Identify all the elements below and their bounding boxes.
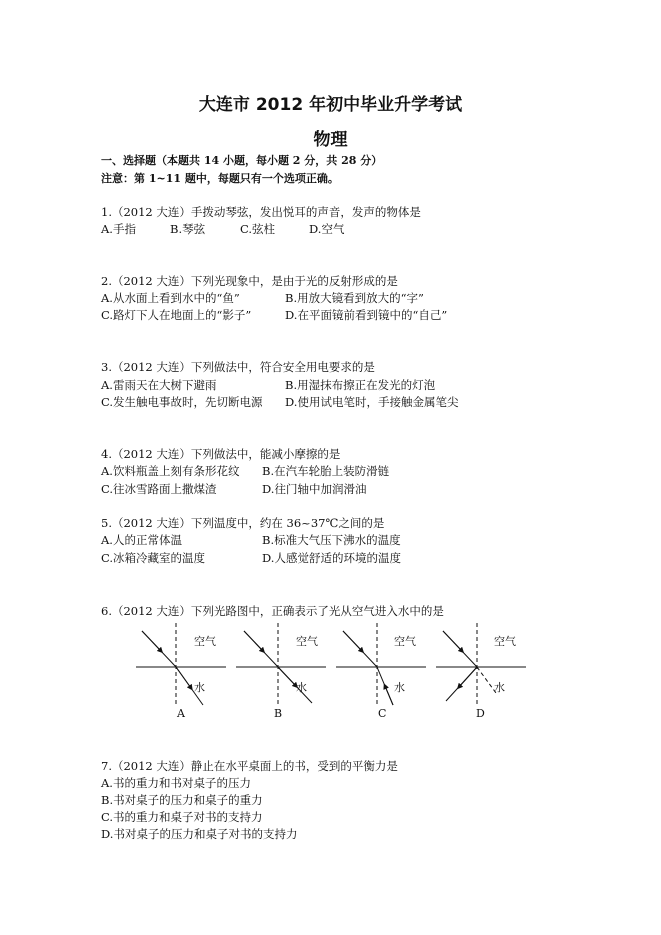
section-heading: 一、选择题（本题共 14 小题，每小题 2 分，共 28 分） xyxy=(101,154,383,167)
air-label: 空气 xyxy=(494,635,516,648)
diagram-panel-b xyxy=(236,623,326,720)
option-d: D.书对桌子的压力和桌子对书的支持力 xyxy=(101,827,298,841)
question-stem: 5.（2012 大连）下列温度中，约在 36~37℃之间的是 xyxy=(101,516,385,530)
panel-label: D xyxy=(476,707,485,720)
question-stem: 3.（2012 大连）下列做法中，符合安全用电要求的是 xyxy=(101,360,375,374)
question-stem: 1.（2012 大连）手拨动琴弦，发出悦耳的声音，发声的物体是 xyxy=(101,205,421,219)
incident-arrow xyxy=(142,631,161,651)
option-b: B.用湿抹布擦正在发光的灯泡 xyxy=(285,378,436,392)
option-c: C.路灯下人在地面上的“影子” xyxy=(101,308,252,322)
option-b: B.书对桌子的压力和桌子的重力 xyxy=(101,793,263,807)
option-b: B.在汽车轮胎上装防滑链 xyxy=(262,464,390,478)
panel-label: A xyxy=(177,707,185,720)
question-stem: 4.（2012 大连）下列做法中，能减小摩擦的是 xyxy=(101,447,341,461)
question-stem: 6.（2012 大连）下列光路图中，正确表示了光从空气进入水中的是 xyxy=(101,604,444,618)
refracted-arrow xyxy=(459,667,477,687)
panel-label: C xyxy=(378,707,387,720)
air-label: 空气 xyxy=(194,635,216,648)
question-stem: 7.（2012 大连）静止在水平桌面上的书，受到的平衡力是 xyxy=(101,759,398,773)
water-label: 水 xyxy=(494,681,505,694)
incident-arrow xyxy=(244,631,263,651)
option-a: A.手指 xyxy=(101,222,136,236)
diagram-panel-d xyxy=(436,623,526,720)
option-a: A.饮料瓶盖上刻有条形花纹 xyxy=(101,464,240,478)
refracted-arrow xyxy=(176,667,191,688)
option-b: B.用放大镜看到放大的“字” xyxy=(285,291,424,305)
refracted-arrow xyxy=(385,686,393,705)
question-stem: 2.（2012 大连）下列光现象中，是由于光的反射形成的是 xyxy=(101,274,398,288)
diagram-panel-c xyxy=(336,623,426,720)
section-note: 注意：第 1~11 题中，每题只有一个选项正确。 xyxy=(101,172,339,185)
water-label: 水 xyxy=(394,681,405,694)
diagram-panel-a xyxy=(136,623,226,720)
exam-title: 大连市 2012 年初中毕业升学考试 xyxy=(198,95,463,115)
option-a: A.书的重力和书对桌子的压力 xyxy=(101,776,251,790)
option-d: D.往门轴中加润滑油 xyxy=(262,482,367,496)
option-d: D.空气 xyxy=(309,222,345,236)
option-c: C.冰箱冷藏室的温度 xyxy=(101,551,206,565)
option-c: C.弦柱 xyxy=(240,222,276,236)
panel-label: B xyxy=(274,707,283,720)
refracted-arrow xyxy=(278,667,296,686)
light-path-diagram xyxy=(128,621,528,721)
air-label: 空气 xyxy=(296,635,318,648)
option-d: D.人感觉舒适的环境的温度 xyxy=(262,551,401,565)
option-d: D.在平面镜前看到镜中的“自己” xyxy=(285,308,448,322)
incident-arrow xyxy=(343,631,362,651)
option-d: D.使用试电笔时，手接触金属笔尖 xyxy=(285,395,459,409)
option-b: B.标准大气压下沸水的温度 xyxy=(262,533,401,547)
exam-subject: 物理 xyxy=(313,130,348,150)
water-label: 水 xyxy=(194,681,205,694)
option-c: C.书的重力和桌子对书的支持力 xyxy=(101,810,263,824)
option-a: A.雷雨天在大树下避雨 xyxy=(101,378,217,392)
water-label: 水 xyxy=(296,681,307,694)
option-a: A.人的正常体温 xyxy=(101,533,182,547)
air-label: 空气 xyxy=(394,635,416,648)
incident-arrow xyxy=(443,631,462,651)
option-b: B.琴弦 xyxy=(170,222,206,236)
option-a: A.从水面上看到水中的“鱼” xyxy=(101,291,240,305)
option-c: C.往冰雪路面上撒煤渣 xyxy=(101,482,217,496)
option-c: C.发生触电事故时，先切断电源 xyxy=(101,395,263,409)
